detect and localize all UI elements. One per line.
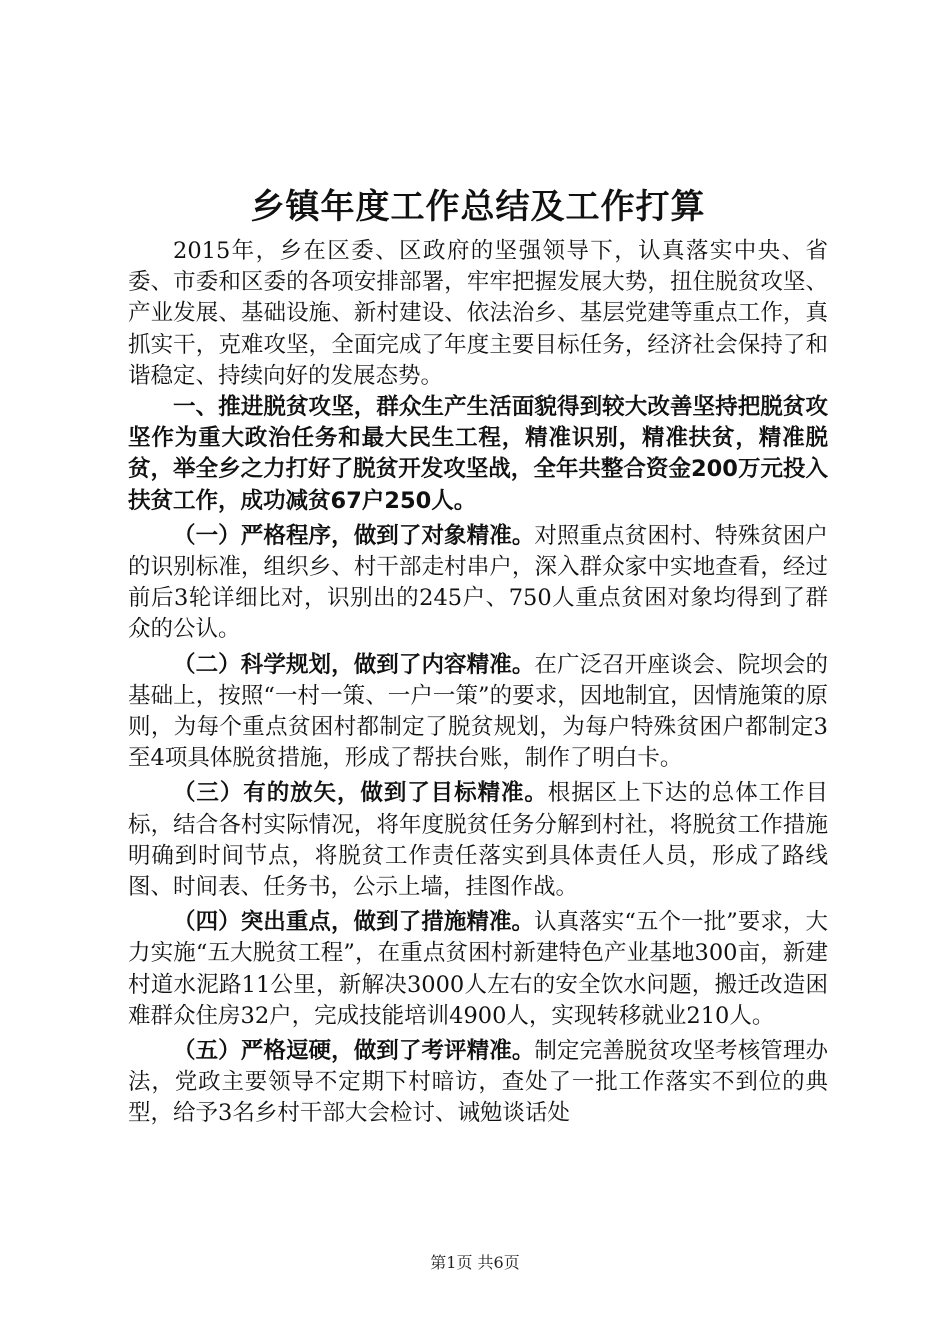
item-paragraph-3 bbox=[128, 778, 828, 903]
item-lead-2: （二）科学规划，做到了内容精准。 bbox=[173, 651, 535, 678]
item-lead-5: （五）严格逗硬，做到了考评精准。 bbox=[173, 1038, 535, 1065]
page-footer: 第1页 共6页 bbox=[430, 1253, 520, 1272]
item-paragraph-2 bbox=[128, 650, 828, 775]
intro-paragraph: 2015年，乡在区委、区政府的坚强领导下，认真落实中央、省委、市委和区委的各项安排部署，牢牢把握发展大势，扭住脱贫攻坚、产业发展、基础设施、新村建设、依法治乡、基层党建等重点工作，真抓实干，克难攻坚，全面完成了年度主要目标任务，经济社会保持了和谐稳定、持续向好的发展态势。 bbox=[128, 238, 828, 389]
item-body-5: 制定完善脱贫攻坚考核管理办法，党政主要领导不定期下村暗访，查处了一批工作落实不到位的典型，给予3名乡村干部大会检讨、诫勉谈话处 bbox=[128, 1038, 828, 1127]
item-paragraph-4 bbox=[128, 907, 828, 1032]
item-lead-4: （四）突出重点，做到了措施精准。 bbox=[173, 909, 535, 936]
item-paragraph-1 bbox=[128, 521, 828, 646]
item-lead-3: （三）有的放矢，做到了目标精准。 bbox=[173, 780, 548, 807]
item-paragraph-5 bbox=[128, 1036, 828, 1130]
item-body-3: 根据区上下达的总体工作目标，结合各村实际情况，将年度脱贫任务分解到村社，将脱贫工作措施明确到时间节点，将脱贫工作责任落实到具体责任人员，形成了路线图、时间表、任务书，公示上墙，挂图作战。 bbox=[128, 780, 828, 901]
document-title: 乡镇年度工作总结及工作打算 bbox=[250, 187, 706, 227]
document-page bbox=[128, 180, 828, 1130]
item-body-4: 认真落实“五个一批”要求，大力实施“五大脱贫工程”，在重点贫困村新建特色产业基地300亩，新建村道水泥路11公里，新解决3000人左右的安全饮水问题，搬迁改造困难群众住房32户，完成技能培训4900人，实现转移就业210人。 bbox=[128, 909, 828, 1029]
item-body-2: 在广泛召开座谈会、院坝会的基础上，按照“一村一策、一户一策”的要求，因地制宜，因情施策的原则，为每个重点贫困村都制定了脱贫规划，为每户特殊贫困户都制定3至4项具体脱贫措施，形成了帮扶台账，制作了明白卡。 bbox=[128, 651, 828, 772]
item-body-1: 对照重点贫困村、特殊贫困户的识别标准，组织乡、村干部走村串户，深入群众家中实地查看，经过前后3轮详细比对，识别出的245户、750人重点贫困对象均得到了群众的公认。 bbox=[128, 522, 828, 643]
section-heading-paragraph: 一、推进脱贫攻坚，群众生产生活面貌得到较大改善坚持把脱贫攻坚作为重大政治任务和最大民生工程，精准识别，精准扶贫，精准脱贫，举全乡之力打好了脱贫开发攻坚战，全年共整合资金200万元投入扶贫工作，成功减贫67户250人。 bbox=[128, 394, 828, 514]
item-lead-1: （一）严格程序，做到了对象精准。 bbox=[173, 522, 535, 549]
